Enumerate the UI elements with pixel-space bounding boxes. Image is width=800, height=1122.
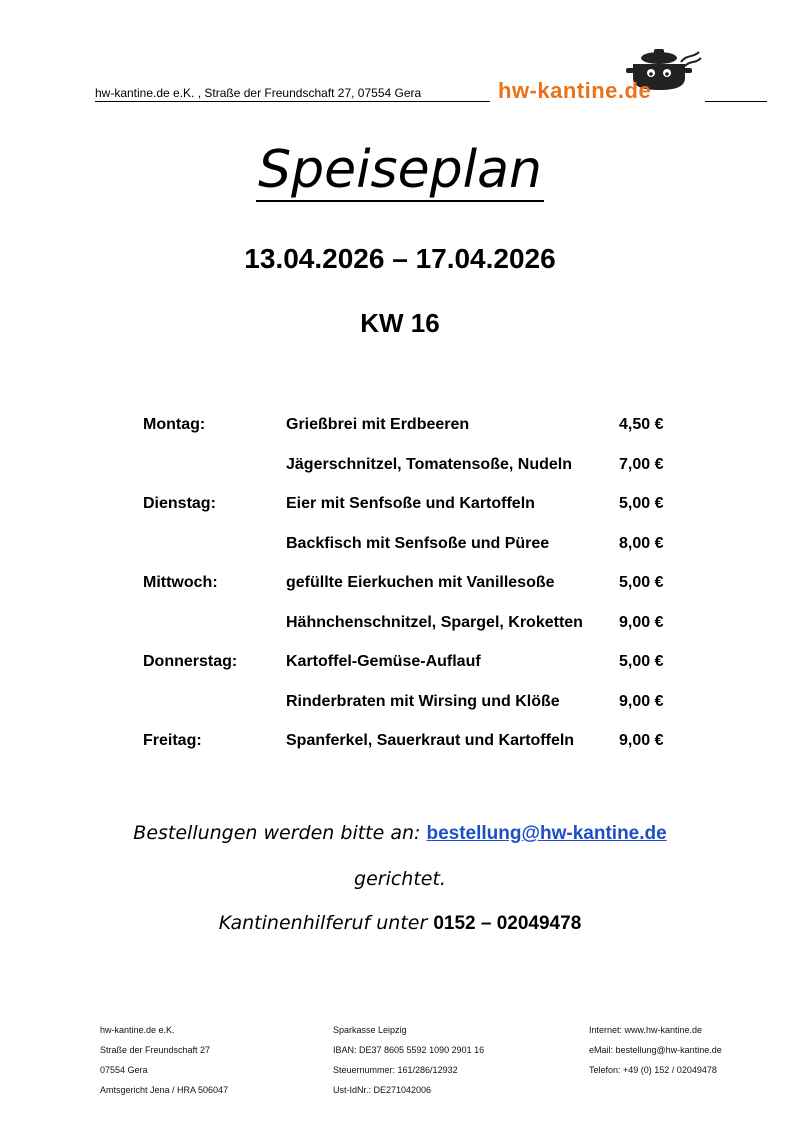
- order-line-2: gerichtet.: [354, 868, 446, 890]
- menu-price: 7,00 €: [619, 456, 664, 473]
- menu-dish: Rinderbraten mit Wirsing und Klöße: [286, 693, 560, 710]
- menu-row: [0, 653, 800, 675]
- menu-dish: Kartoffel-Gemüse-Auflauf: [286, 653, 481, 670]
- menu-day: Dienstag:: [143, 495, 216, 512]
- footer-line: Steuernummer: 161/286/12932: [333, 1065, 458, 1075]
- order-email-link[interactable]: bestellung@hw-kantine.de: [426, 823, 667, 844]
- letterhead-rule-right: [705, 101, 767, 102]
- menu-dish: Backfisch mit Senfsoße und Püree: [286, 535, 550, 552]
- menu-row: [0, 732, 800, 754]
- menu-row: [0, 574, 800, 596]
- menu-day: Freitag:: [143, 732, 202, 749]
- menu-row: [0, 456, 800, 478]
- menu-price: 8,00 €: [619, 535, 664, 552]
- hotline-text: Kantinenhilferuf unter: [218, 912, 434, 934]
- order-text: Bestellungen werden bitte an:: [133, 822, 427, 844]
- company-logo: [495, 48, 710, 104]
- footer-line: Amtsgericht Jena / HRA 506047: [100, 1085, 229, 1095]
- footer-line: IBAN: DE37 8605 5592 1090 2901 16: [333, 1045, 485, 1055]
- menu-dish: Jägerschnitzel, Tomatensoße, Nudeln: [286, 456, 572, 473]
- hotline: [0, 912, 800, 935]
- menu-row: [0, 693, 800, 715]
- menu-price: 9,00 €: [619, 693, 664, 710]
- menu-price: 5,00 €: [619, 653, 664, 670]
- menu-dish: gefüllte Eierkuchen mit Vanillesoße: [286, 574, 555, 591]
- menu-day: Donnerstag:: [143, 653, 238, 670]
- menu-dish: Spanferkel, Sauerkraut und Kartoffeln: [286, 732, 575, 749]
- footer-company: [100, 1020, 228, 1100]
- calendar-week: KW 16: [360, 308, 440, 338]
- menu-row: [0, 614, 800, 636]
- logo-text: hw-kantine.de: [498, 78, 652, 103]
- menu-row: [0, 535, 800, 557]
- letterhead-address: hw-kantine.de e.K. , Straße der Freundschaft 27, 07554 Gera: [95, 86, 422, 100]
- footer-line: Straße der Freundschaft 27: [100, 1045, 211, 1055]
- footer-line: Ust-IdNr.: DE271042006: [333, 1085, 432, 1095]
- page-title: [0, 140, 800, 200]
- menu-price: 9,00 €: [619, 614, 664, 631]
- footer-line: eMail: bestellung@hw-kantine.de: [589, 1045, 722, 1055]
- menu-day: Mittwoch:: [143, 574, 218, 591]
- order-instructions: [0, 822, 800, 845]
- menu-price: 9,00 €: [619, 732, 664, 749]
- footer-contact: [589, 1020, 722, 1080]
- footer-bank: [333, 1020, 484, 1100]
- menu-dish: Eier mit Senfsoße und Kartoffeln: [286, 495, 535, 512]
- date-range: 13.04.2026 – 17.04.2026: [244, 243, 556, 274]
- hotline-phone: 0152 – 02049478: [433, 913, 582, 934]
- menu-price: 5,00 €: [619, 574, 664, 591]
- footer-line: 07554 Gera: [100, 1065, 148, 1075]
- menu-row: [0, 416, 800, 438]
- page-title-text: Speiseplan: [258, 140, 542, 200]
- letterhead-rule-left: [95, 101, 490, 102]
- menu-dish: Hähnchenschnitzel, Spargel, Kroketten: [286, 614, 583, 631]
- menu-price: 5,00 €: [619, 495, 664, 512]
- menu-price: 4,50 €: [619, 416, 664, 433]
- footer-line: hw-kantine.de e.K.: [100, 1025, 175, 1035]
- menu-dish: Grießbrei mit Erdbeeren: [286, 416, 470, 433]
- footer-line: Internet: www.hw-kantine.de: [589, 1025, 703, 1035]
- menu-row: [0, 495, 800, 517]
- menu-day: Montag:: [143, 416, 206, 433]
- footer-line: Telefon: +49 (0) 152 / 02049478: [589, 1065, 717, 1075]
- footer-line: Sparkasse Leipzig: [333, 1025, 407, 1035]
